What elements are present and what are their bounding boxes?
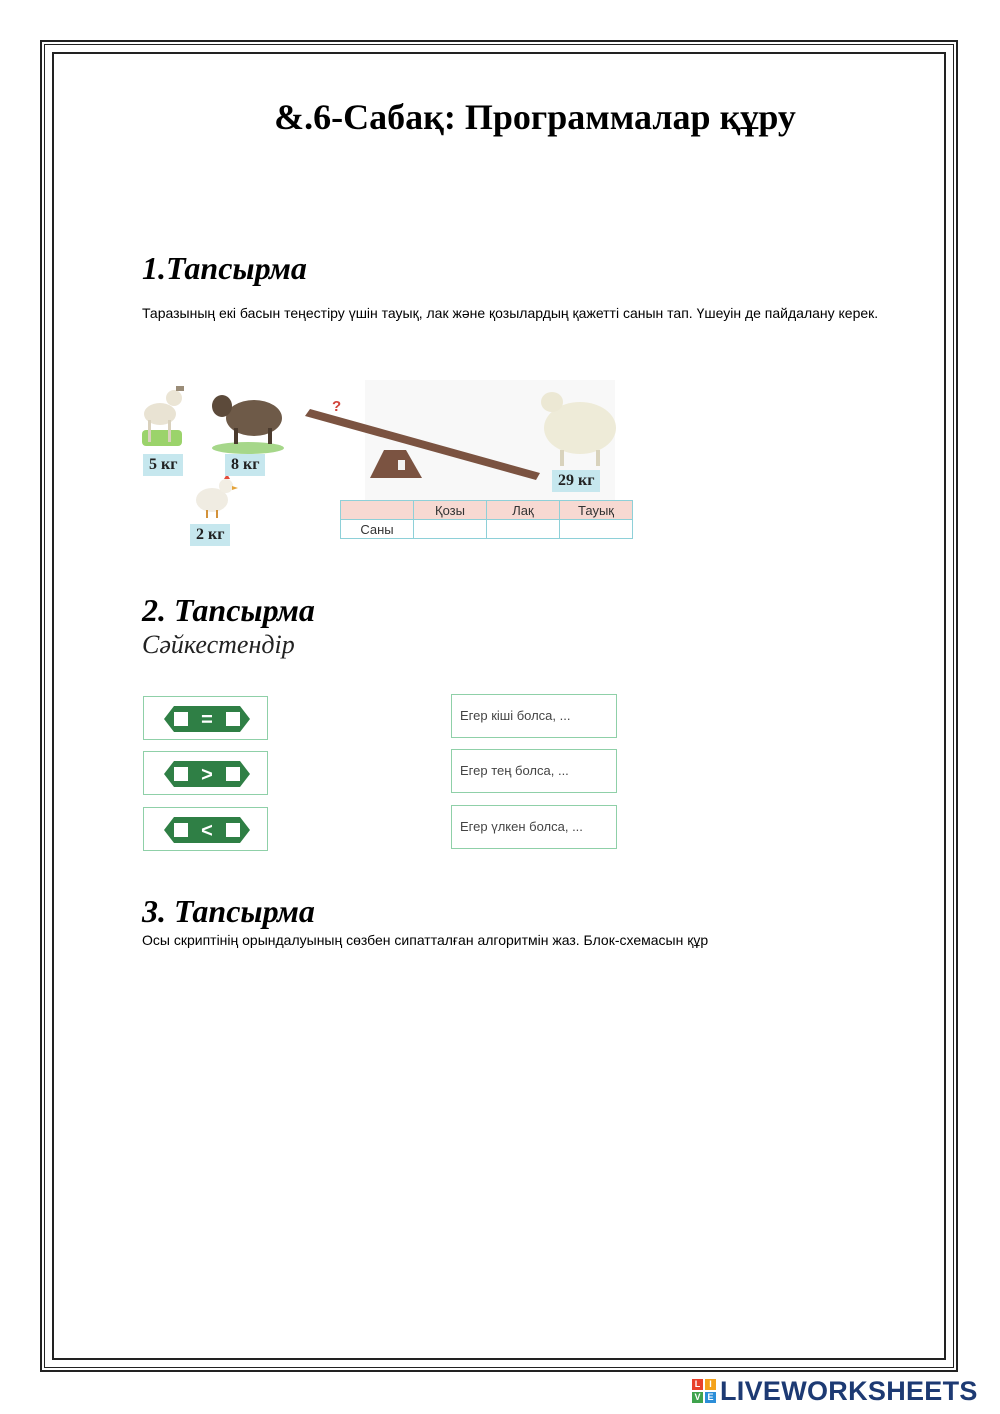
compare-block-less[interactable] [143, 807, 268, 851]
task2-heading: 2. Тапсырма [142, 592, 315, 628]
lesson-title: &.6-Сабақ: Программалар құру [274, 97, 796, 137]
table-header-cell: Тауық [560, 501, 633, 520]
answer-cell-kid-count[interactable] [487, 520, 560, 539]
comparison-operator: = [201, 709, 213, 731]
comparison-operator: < [201, 820, 213, 842]
brand-mark-letter: E [705, 1392, 716, 1403]
seesaw-question-mark: ? [332, 398, 342, 415]
lamb-weight-label: 8 кг [225, 454, 265, 476]
compare-block-equal[interactable] [143, 696, 268, 740]
table-corner-cell [341, 501, 414, 520]
condition-equal-box[interactable]: Егер тең болса, ... [451, 749, 617, 793]
task2-subheading: Сәйкестендір [142, 630, 295, 659]
compare-block-greater[interactable] [143, 751, 268, 795]
brand-mark-letter: I [705, 1379, 716, 1390]
animal-count-table [340, 500, 633, 539]
comparison-block-icon [164, 759, 250, 789]
kid-goat-icon [142, 386, 184, 446]
kid-weight-label: 5 кг [143, 454, 183, 476]
condition-less-box[interactable]: Егер кіші болса, ... [451, 694, 617, 738]
table-header-cell: Қозы [414, 501, 487, 520]
chicken-weight-label: 2 кг [190, 524, 230, 546]
brand-mark-letter: V [692, 1392, 703, 1403]
task1-heading: 1.Тапсырма [142, 250, 307, 286]
comparison-operator: > [201, 764, 213, 786]
condition-greater-box[interactable]: Егер үлкен болса, ... [451, 805, 617, 849]
answer-cell-chicken-count[interactable] [560, 520, 633, 539]
task1-text: Таразының екі басын теңестіру үшін тауық, лак және қозылардың қажетті санын тап. Үшеуін де пайдалану керек. [142, 305, 879, 321]
comparison-block-icon [164, 704, 250, 734]
table-row-label: Саны [341, 520, 414, 539]
liveworksheets-logo [692, 1376, 978, 1406]
table-header-row [341, 501, 633, 520]
table-header-cell: Лақ [487, 501, 560, 520]
lamb-icon [212, 395, 284, 454]
answer-cell-lamb-count[interactable] [414, 520, 487, 539]
sheep-weight-label: 29 кг [552, 470, 600, 492]
liveworksheets-mark-icon [692, 1379, 716, 1403]
table-row [341, 520, 633, 539]
comparison-block-icon [164, 815, 250, 845]
brand-name: LIVEWORKSHEETS [720, 1375, 978, 1406]
task3-heading: 3. Тапсырма [142, 893, 315, 929]
brand-mark-letter: L [692, 1379, 703, 1390]
task3-text: Осы скриптінің орындалуының сөзбен сипатталған алгоритмін жаз. Блок-схемасын құр [142, 932, 709, 948]
chicken-icon [196, 474, 238, 518]
